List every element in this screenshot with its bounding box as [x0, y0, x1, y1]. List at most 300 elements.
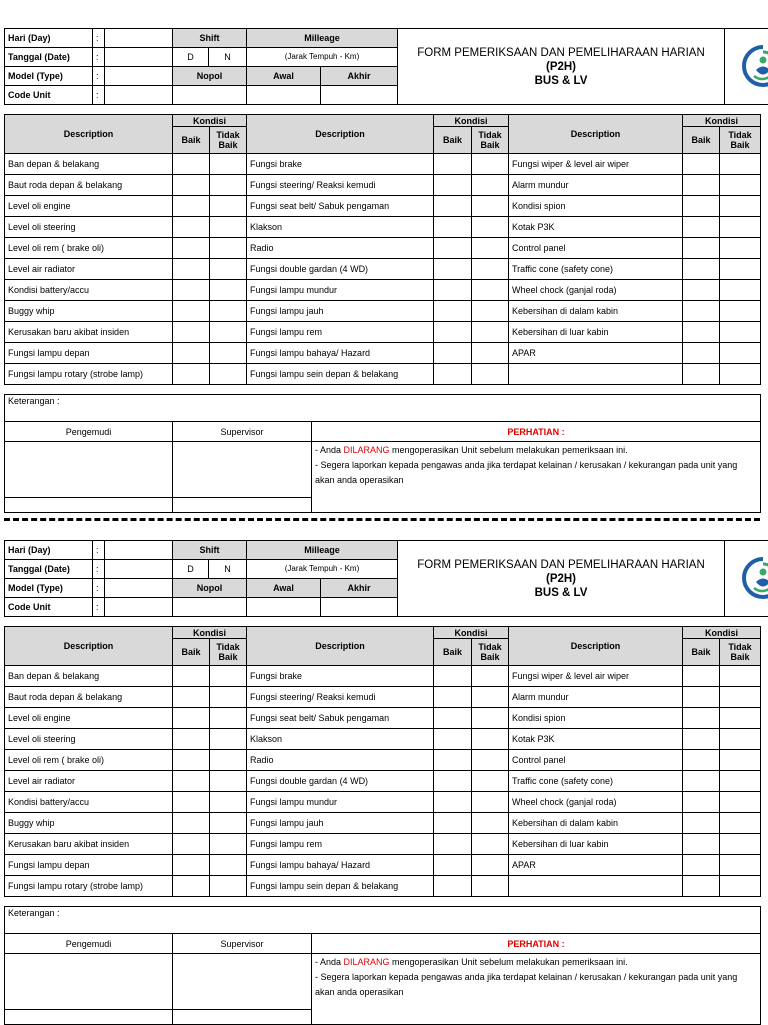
pengemudi-signature[interactable]	[5, 442, 173, 498]
tidak-baik-checkbox-cell[interactable]	[210, 855, 247, 876]
baik-checkbox-cell[interactable]	[683, 175, 720, 196]
item-description: Fungsi lampu depan	[5, 855, 173, 876]
item-description: Kebersihan di dalam kabin	[509, 813, 683, 834]
baik-checkbox-cell[interactable]	[683, 280, 720, 301]
item-description: Klakson	[247, 729, 434, 750]
title-line2: (P2H)	[401, 60, 721, 74]
tidak-baik-checkbox-cell[interactable]	[210, 322, 247, 343]
item-description: Fungsi lampu rotary (strobe lamp)	[5, 364, 173, 385]
baik-checkbox-cell[interactable]	[173, 687, 210, 708]
item-description: Control panel	[509, 238, 683, 259]
baik-checkbox-cell[interactable]	[173, 238, 210, 259]
item-description: Wheel chock (ganjal roda)	[509, 792, 683, 813]
item-description: Level air radiator	[5, 259, 173, 280]
perhatian-label: PERHATIAN :	[312, 934, 761, 954]
awal-value[interactable]	[247, 598, 321, 617]
footer-table	[4, 906, 761, 1025]
item-description: Fungsi steering/ Reaksi kemudi	[247, 687, 434, 708]
tidak-baik-checkbox-cell[interactable]	[720, 792, 761, 813]
p2h-form-top	[4, 28, 760, 513]
item-description: Fungsi lampu rem	[247, 322, 434, 343]
baik-checkbox-cell[interactable]	[173, 708, 210, 729]
description-header: Description	[509, 627, 683, 666]
tidak-baik-checkbox-cell[interactable]	[720, 729, 761, 750]
baik-checkbox-cell[interactable]	[434, 217, 472, 238]
baik-checkbox-cell[interactable]	[434, 238, 472, 259]
tidak-baik-checkbox-cell[interactable]	[472, 687, 509, 708]
item-description: Fungsi steering/ Reaksi kemudi	[247, 175, 434, 196]
dilarang-text: DILARANG	[344, 445, 390, 455]
baik-checkbox-cell[interactable]	[683, 259, 720, 280]
baik-checkbox-cell[interactable]	[173, 813, 210, 834]
baik-checkbox-cell[interactable]	[434, 771, 472, 792]
code-unit-value[interactable]	[105, 598, 173, 617]
baik-checkbox-cell[interactable]	[683, 196, 720, 217]
baik-checkbox-cell[interactable]	[173, 301, 210, 322]
tidak-baik-header: Tidak Baik	[210, 639, 247, 666]
tidak-baik-checkbox-cell[interactable]	[472, 217, 509, 238]
item-description: Kerusakan baru akibat insiden	[5, 322, 173, 343]
baik-checkbox-cell[interactable]	[434, 322, 472, 343]
logo-cell	[725, 29, 768, 105]
baik-checkbox-cell[interactable]	[683, 238, 720, 259]
form-title	[398, 541, 725, 617]
tidak-baik-checkbox-cell[interactable]	[210, 792, 247, 813]
tidak-baik-checkbox-cell[interactable]	[210, 364, 247, 385]
hari-value[interactable]	[105, 29, 173, 48]
kondisi-header: Kondisi	[434, 115, 509, 127]
akhir-label: Akhir	[321, 579, 398, 598]
tidak-baik-checkbox-cell[interactable]	[720, 876, 761, 897]
table-row	[5, 855, 761, 876]
baik-checkbox-cell[interactable]	[434, 154, 472, 175]
colon: :	[93, 541, 105, 560]
tidak-baik-checkbox-cell[interactable]	[210, 259, 247, 280]
tidak-baik-checkbox-cell[interactable]	[210, 750, 247, 771]
akhir-value[interactable]	[321, 598, 398, 617]
table-row	[5, 666, 761, 687]
shift-n[interactable]: N	[209, 48, 247, 67]
kondisi-header: Kondisi	[173, 115, 247, 127]
item-description: Buggy whip	[5, 813, 173, 834]
colon: :	[93, 560, 105, 579]
baik-checkbox-cell[interactable]	[173, 750, 210, 771]
tidak-baik-checkbox-cell[interactable]	[720, 196, 761, 217]
baik-header: Baik	[173, 639, 210, 666]
tidak-baik-checkbox-cell[interactable]	[472, 855, 509, 876]
table-row	[5, 217, 761, 238]
title-line2: (P2H)	[401, 572, 721, 586]
baik-checkbox-cell[interactable]	[683, 876, 720, 897]
baik-checkbox-cell[interactable]	[173, 343, 210, 364]
table-row	[5, 196, 761, 217]
description-header: Description	[509, 115, 683, 154]
tidak-baik-checkbox-cell[interactable]	[210, 729, 247, 750]
baik-checkbox-cell[interactable]	[173, 792, 210, 813]
tidak-baik-checkbox-cell[interactable]	[210, 280, 247, 301]
baik-checkbox-cell[interactable]	[173, 259, 210, 280]
item-description: Kotak P3K	[509, 729, 683, 750]
tidak-baik-checkbox-cell[interactable]	[720, 834, 761, 855]
baik-checkbox-cell[interactable]	[173, 876, 210, 897]
supervisor-signature[interactable]	[173, 442, 312, 498]
description-header: Description	[5, 115, 173, 154]
item-description: Kotak P3K	[509, 217, 683, 238]
table-row	[5, 322, 761, 343]
tidak-baik-checkbox-cell[interactable]	[472, 792, 509, 813]
baik-checkbox-cell[interactable]	[434, 813, 472, 834]
item-description: Fungsi seat belt/ Sabuk pengaman	[247, 708, 434, 729]
description-header: Description	[247, 115, 434, 154]
note-1: - Anda DILARANG mengoperasikan Unit sebelum melakukan pemeriksaan ini.	[315, 954, 757, 970]
item-description: Fungsi lampu depan	[5, 343, 173, 364]
tidak-baik-checkbox-cell[interactable]	[472, 771, 509, 792]
baik-checkbox-cell[interactable]	[434, 708, 472, 729]
baik-checkbox-cell[interactable]	[434, 855, 472, 876]
tidak-baik-checkbox-cell[interactable]	[472, 834, 509, 855]
tidak-baik-header: Tidak Baik	[720, 639, 761, 666]
table-row	[5, 729, 761, 750]
item-description: Level oli rem ( brake oli)	[5, 750, 173, 771]
tidak-baik-checkbox-cell[interactable]	[720, 238, 761, 259]
baik-header: Baik	[683, 639, 720, 666]
tidak-baik-checkbox-cell[interactable]	[472, 876, 509, 897]
tidak-baik-checkbox-cell[interactable]	[210, 154, 247, 175]
jarak-label: (Jarak Tempuh - Km)	[247, 48, 398, 67]
baik-checkbox-cell[interactable]	[434, 343, 472, 364]
item-description: Fungsi lampu bahaya/ Hazard	[247, 855, 434, 876]
tidak-baik-checkbox-cell[interactable]	[472, 301, 509, 322]
tidak-baik-checkbox-cell[interactable]	[720, 750, 761, 771]
baik-checkbox-cell[interactable]	[434, 196, 472, 217]
shift-d[interactable]: D	[173, 560, 209, 579]
title-line1: FORM PEMERIKSAAN DAN PEMELIHARAAN HARIAN	[401, 46, 721, 60]
tidak-baik-checkbox-cell[interactable]	[472, 813, 509, 834]
table-row	[5, 792, 761, 813]
item-description: Radio	[247, 238, 434, 259]
baik-checkbox-cell[interactable]	[173, 855, 210, 876]
tidak-baik-checkbox-cell[interactable]	[210, 217, 247, 238]
header-table	[4, 540, 768, 617]
item-description: Kebersihan di dalam kabin	[509, 301, 683, 322]
pengemudi-label: Pengemudi	[5, 934, 173, 954]
model-value[interactable]	[105, 67, 173, 86]
keterangan-label[interactable]: Keterangan :	[5, 907, 761, 934]
item-description: Traffic cone (safety cone)	[509, 259, 683, 280]
tidak-baik-checkbox-cell[interactable]	[472, 750, 509, 771]
baik-checkbox-cell[interactable]	[683, 666, 720, 687]
table-row	[5, 813, 761, 834]
tidak-baik-checkbox-cell[interactable]	[472, 259, 509, 280]
dilarang-text: DILARANG	[344, 957, 390, 967]
pengemudi-name[interactable]	[5, 1010, 173, 1025]
item-description: Radio	[247, 750, 434, 771]
tidak-baik-checkbox-cell[interactable]	[720, 708, 761, 729]
jarak-label: (Jarak Tempuh - Km)	[247, 560, 398, 579]
milleage-label: Milleage	[247, 29, 398, 48]
awal-value[interactable]	[247, 86, 321, 105]
baik-checkbox-cell[interactable]	[683, 154, 720, 175]
item-description: Kerusakan baru akibat insiden	[5, 834, 173, 855]
item-description: Fungsi lampu jauh	[247, 813, 434, 834]
note-2: - Segera laporkan kepada pengawas anda jika terdapat kelainan / kerusakan / kekurangan pada unit yang akan anda operasikan	[315, 458, 757, 488]
baik-checkbox-cell[interactable]	[683, 792, 720, 813]
item-description: Buggy whip	[5, 301, 173, 322]
tidak-baik-checkbox-cell[interactable]	[720, 280, 761, 301]
tidak-baik-checkbox-cell[interactable]	[210, 876, 247, 897]
tanggal-value[interactable]	[105, 560, 173, 579]
colon: :	[93, 67, 105, 86]
tidak-baik-checkbox-cell[interactable]	[720, 154, 761, 175]
table-row	[5, 364, 761, 385]
baik-checkbox-cell[interactable]	[683, 855, 720, 876]
baik-header: Baik	[173, 127, 210, 154]
pengemudi-signature[interactable]	[5, 954, 173, 1010]
table-row	[5, 175, 761, 196]
nopol-label: Nopol	[173, 67, 247, 86]
pengemudi-name[interactable]	[5, 498, 173, 513]
baik-checkbox-cell[interactable]	[434, 301, 472, 322]
item-description: Wheel chock (ganjal roda)	[509, 280, 683, 301]
item-description: Kondisi battery/accu	[5, 792, 173, 813]
tidak-baik-checkbox-cell[interactable]	[210, 343, 247, 364]
item-description: Fungsi lampu bahaya/ Hazard	[247, 343, 434, 364]
item-description: Control panel	[509, 750, 683, 771]
item-description: Fungsi lampu sein depan & belakang	[247, 364, 434, 385]
tidak-baik-header: Tidak Baik	[210, 127, 247, 154]
baik-checkbox-cell[interactable]	[173, 666, 210, 687]
item-description: Fungsi wiper & level air wiper	[509, 666, 683, 687]
tidak-baik-checkbox-cell[interactable]	[472, 322, 509, 343]
tidak-baik-checkbox-cell[interactable]	[210, 813, 247, 834]
baik-checkbox-cell[interactable]	[434, 750, 472, 771]
tidak-baik-checkbox-cell[interactable]	[720, 175, 761, 196]
item-description: Fungsi lampu jauh	[247, 301, 434, 322]
item-description: Fungsi double gardan (4 WD)	[247, 259, 434, 280]
baik-checkbox-cell[interactable]	[683, 708, 720, 729]
shift-d[interactable]: D	[173, 48, 209, 67]
baik-checkbox-cell[interactable]	[683, 343, 720, 364]
tidak-baik-header: Tidak Baik	[472, 639, 509, 666]
tidak-baik-checkbox-cell[interactable]	[472, 666, 509, 687]
item-description: Level oli engine	[5, 708, 173, 729]
hari-label: Hari (Day)	[5, 29, 93, 48]
table-row	[5, 259, 761, 280]
table-row	[5, 876, 761, 897]
item-description: Level oli steering	[5, 729, 173, 750]
item-description	[509, 876, 683, 897]
supervisor-signature[interactable]	[173, 954, 312, 1010]
tidak-baik-checkbox-cell[interactable]	[720, 217, 761, 238]
tidak-baik-checkbox-cell[interactable]	[472, 280, 509, 301]
tidak-baik-checkbox-cell[interactable]	[472, 154, 509, 175]
item-description: Level oli steering	[5, 217, 173, 238]
baik-checkbox-cell[interactable]	[683, 813, 720, 834]
model-label: Model (Type)	[5, 579, 93, 598]
tidak-baik-checkbox-cell[interactable]	[720, 855, 761, 876]
kondisi-header: Kondisi	[173, 627, 247, 639]
kondisi-header: Kondisi	[434, 627, 509, 639]
baik-header: Baik	[434, 639, 472, 666]
baik-header: Baik	[683, 127, 720, 154]
baik-checkbox-cell[interactable]	[683, 771, 720, 792]
tidak-baik-checkbox-cell[interactable]	[472, 175, 509, 196]
p2h-form-bottom	[4, 540, 760, 1025]
shift-label: Shift	[173, 29, 247, 48]
kondisi-header: Kondisi	[683, 115, 761, 127]
tidak-baik-checkbox-cell[interactable]	[472, 196, 509, 217]
shift-n[interactable]: N	[209, 560, 247, 579]
baik-checkbox-cell[interactable]	[434, 259, 472, 280]
tidak-baik-checkbox-cell[interactable]	[210, 687, 247, 708]
baik-checkbox-cell[interactable]	[434, 876, 472, 897]
item-description: Fungsi brake	[247, 666, 434, 687]
tidak-baik-checkbox-cell[interactable]	[720, 364, 761, 385]
item-description: Fungsi lampu mundur	[247, 280, 434, 301]
item-description: Traffic cone (safety cone)	[509, 771, 683, 792]
item-description: Level oli engine	[5, 196, 173, 217]
tidak-baik-checkbox-cell[interactable]	[210, 771, 247, 792]
tidak-baik-checkbox-cell[interactable]	[210, 666, 247, 687]
perhatian-label: PERHATIAN :	[312, 422, 761, 442]
tidak-baik-checkbox-cell[interactable]	[720, 343, 761, 364]
cut-line-divider	[4, 518, 760, 521]
keterangan-label[interactable]: Keterangan :	[5, 395, 761, 422]
nopol-value[interactable]	[173, 86, 247, 105]
item-description: Alarm mundur	[509, 687, 683, 708]
baik-checkbox-cell[interactable]	[173, 729, 210, 750]
colon: :	[93, 29, 105, 48]
tanggal-label: Tanggal (Date)	[5, 48, 93, 67]
item-description: APAR	[509, 855, 683, 876]
supervisor-name[interactable]	[173, 498, 312, 513]
tanggal-value[interactable]	[105, 48, 173, 67]
baik-checkbox-cell[interactable]	[434, 364, 472, 385]
tidak-baik-checkbox-cell[interactable]	[472, 364, 509, 385]
item-description: APAR	[509, 343, 683, 364]
baik-checkbox-cell[interactable]	[683, 750, 720, 771]
tidak-baik-checkbox-cell[interactable]	[720, 813, 761, 834]
tidak-baik-header: Tidak Baik	[720, 127, 761, 154]
tidak-baik-checkbox-cell[interactable]	[720, 771, 761, 792]
colon: :	[93, 579, 105, 598]
tidak-baik-checkbox-cell[interactable]	[720, 687, 761, 708]
baik-checkbox-cell[interactable]	[683, 322, 720, 343]
baik-checkbox-cell[interactable]	[173, 364, 210, 385]
table-row	[5, 771, 761, 792]
tidak-baik-checkbox-cell[interactable]	[720, 666, 761, 687]
tidak-baik-checkbox-cell[interactable]	[210, 175, 247, 196]
item-description: Fungsi brake	[247, 154, 434, 175]
supervisor-label: Supervisor	[173, 422, 312, 442]
table-row	[5, 708, 761, 729]
shift-label: Shift	[173, 541, 247, 560]
tidak-baik-checkbox-cell[interactable]	[472, 729, 509, 750]
item-description: Kebersihan di luar kabin	[509, 322, 683, 343]
form-title	[398, 29, 725, 105]
tidak-baik-checkbox-cell[interactable]	[210, 196, 247, 217]
code-unit-value[interactable]	[105, 86, 173, 105]
baik-checkbox-cell[interactable]	[434, 792, 472, 813]
model-value[interactable]	[105, 579, 173, 598]
baik-checkbox-cell[interactable]	[683, 687, 720, 708]
tidak-baik-checkbox-cell[interactable]	[472, 238, 509, 259]
baik-checkbox-cell[interactable]	[683, 217, 720, 238]
item-description: Fungsi lampu mundur	[247, 792, 434, 813]
baik-checkbox-cell[interactable]	[434, 175, 472, 196]
tidak-baik-checkbox-cell[interactable]	[210, 301, 247, 322]
baik-checkbox-cell[interactable]	[173, 154, 210, 175]
item-description: Alarm mundur	[509, 175, 683, 196]
item-description: Baut roda depan & belakang	[5, 175, 173, 196]
item-description: Ban depan & belakang	[5, 154, 173, 175]
checklist-table	[4, 114, 761, 385]
colon: :	[93, 86, 105, 105]
baik-checkbox-cell[interactable]	[434, 834, 472, 855]
baik-checkbox-cell[interactable]	[683, 834, 720, 855]
tidak-baik-checkbox-cell[interactable]	[472, 708, 509, 729]
tidak-baik-checkbox-cell[interactable]	[720, 301, 761, 322]
baik-checkbox-cell[interactable]	[173, 834, 210, 855]
pengemudi-label: Pengemudi	[5, 422, 173, 442]
baik-checkbox-cell[interactable]	[434, 666, 472, 687]
akhir-value[interactable]	[321, 86, 398, 105]
baik-checkbox-cell[interactable]	[683, 729, 720, 750]
item-description: Klakson	[247, 217, 434, 238]
supervisor-name[interactable]	[173, 1010, 312, 1025]
tidak-baik-checkbox-cell[interactable]	[210, 708, 247, 729]
baik-checkbox-cell[interactable]	[434, 687, 472, 708]
table-row	[5, 343, 761, 364]
baik-checkbox-cell[interactable]	[173, 322, 210, 343]
footer-table	[4, 394, 761, 513]
tanggal-label: Tanggal (Date)	[5, 560, 93, 579]
nopol-value[interactable]	[173, 598, 247, 617]
item-description: Kebersihan di luar kabin	[509, 834, 683, 855]
baik-checkbox-cell[interactable]	[173, 196, 210, 217]
perhatian-notes	[312, 954, 761, 1025]
baik-checkbox-cell[interactable]	[173, 175, 210, 196]
baik-checkbox-cell[interactable]	[173, 217, 210, 238]
baik-checkbox-cell[interactable]	[434, 280, 472, 301]
item-description: Kondisi spion	[509, 708, 683, 729]
hari-value[interactable]	[105, 541, 173, 560]
title-line3: BUS & LV	[401, 586, 721, 600]
baik-checkbox-cell[interactable]	[683, 301, 720, 322]
code-unit-label: Code Unit	[5, 86, 93, 105]
tidak-baik-checkbox-cell[interactable]	[210, 238, 247, 259]
item-description: Kondisi battery/accu	[5, 280, 173, 301]
tidak-baik-checkbox-cell[interactable]	[720, 259, 761, 280]
baik-checkbox-cell[interactable]	[683, 364, 720, 385]
company-logo-icon	[740, 555, 768, 601]
baik-checkbox-cell[interactable]	[173, 771, 210, 792]
description-header: Description	[247, 627, 434, 666]
tidak-baik-checkbox-cell[interactable]	[720, 322, 761, 343]
table-row	[5, 280, 761, 301]
tidak-baik-header: Tidak Baik	[472, 127, 509, 154]
table-row	[5, 154, 761, 175]
baik-checkbox-cell[interactable]	[434, 729, 472, 750]
item-description: Baut roda depan & belakang	[5, 687, 173, 708]
title-line3: BUS & LV	[401, 74, 721, 88]
tidak-baik-checkbox-cell[interactable]	[472, 343, 509, 364]
baik-checkbox-cell[interactable]	[173, 280, 210, 301]
nopol-label: Nopol	[173, 579, 247, 598]
company-logo-icon	[740, 43, 768, 89]
tidak-baik-checkbox-cell[interactable]	[210, 834, 247, 855]
baik-header: Baik	[434, 127, 472, 154]
